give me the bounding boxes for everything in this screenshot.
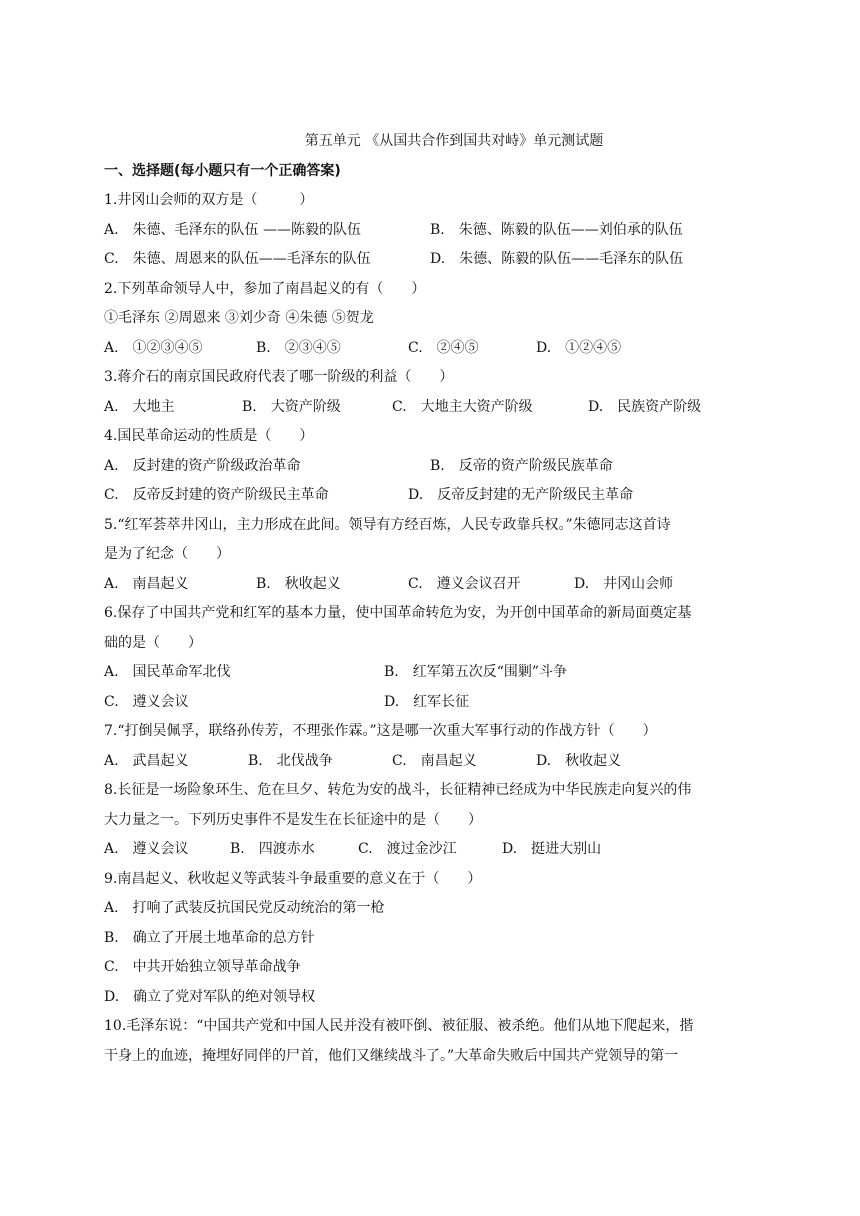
option-c: C. 渡过金沙江 [358, 841, 457, 857]
question-6-options-row-2 [104, 688, 764, 718]
option-d: D. 挺进大别山 [502, 841, 602, 857]
question-8-stem-line-2: 大力量之一。下列历史事件不是发生在长征途中的是（ ） [104, 811, 482, 828]
question-5-stem-line-2: 是为了纪念（ ） [104, 546, 230, 562]
question-6-stem-line-1: 6.保存了中国共产党和红军的基本力量，使中国革命转危为安，为开创中国革命的新局面奠定基 [104, 605, 692, 621]
option-d: D. 秋收起义 [536, 752, 622, 769]
option-a: A. 国民革命军北伐 [104, 664, 231, 680]
option-c: C. ②④⑤ [408, 339, 479, 356]
option-d: D. 确立了党对军队的绝对领导权 [104, 988, 316, 1005]
question-3-stem: 3.蒋介石的南京国民政府代表了哪一阶级的利益（ ） [104, 369, 454, 385]
question-2-options [104, 334, 764, 364]
document-title: 第五单元 《从国共合作到国共对峙》单元测试题 [304, 133, 604, 149]
question-6-options-row-1 [104, 658, 764, 688]
option-c: C. 朱德、周恩来的队伍——毛泽东的队伍 [104, 251, 371, 267]
option-d: D. ①②④⑤ [536, 339, 622, 356]
question-4-options-row-2 [104, 481, 764, 511]
document-content [104, 130, 764, 1071]
option-c: C. 遵义会议召开 [408, 575, 521, 592]
option-c: C. 南昌起义 [392, 752, 477, 769]
question-2-list: ①毛泽东 ②周恩来 ③刘少奇 ④朱德 ⑤贺龙 [104, 310, 374, 326]
question-1-options-row-1 [104, 216, 764, 246]
question-5-stem-line-1: 5.“红军荟萃井冈山，主力形成在此间。领导有方经百炼，人民专政靠兵权。”朱德同志这首诗 [104, 516, 671, 533]
option-b: B. 四渡赤水 [230, 841, 315, 857]
option-a: A. 朱德、毛泽东的队伍 ——陈毅的队伍 [104, 221, 362, 238]
option-d: D. 朱德、陈毅的队伍——毛泽东的队伍 [430, 251, 684, 267]
option-b: B. 确立了开展土地革命的总方针 [104, 929, 315, 946]
question-10-stem-line-1: 10.毛泽东说：“中国共产党和中国人民并没有被吓倒、被征服、被杀绝。他们从地下爬起来，揩 [104, 1018, 694, 1034]
option-b: B. 秋收起义 [256, 575, 341, 592]
option-b: B. ②③④⑤ [256, 339, 341, 356]
option-d: D. 民族资产阶级 [588, 398, 702, 415]
option-b: B. 朱德、陈毅的队伍——刘伯承的队伍 [430, 221, 683, 238]
option-c: C. 遵义会议 [104, 693, 189, 710]
option-c: C. 反帝反封建的资产阶级民主革命 [104, 487, 329, 503]
question-8-options [104, 835, 764, 865]
question-5-options [104, 570, 764, 600]
option-b: B. 红军第五次反“围剿”斗争 [384, 664, 568, 680]
option-a: A. 大地主 [104, 398, 175, 415]
option-a: A. 武昌起义 [104, 752, 189, 769]
option-c: C. 中共开始独立领导革命战争 [104, 959, 301, 975]
question-8-stem-line-1: 8.长征是一场险象环生、危在旦夕、转危为安的战斗，长征精神已经成为中华民族走向复兴的伟 [104, 782, 692, 798]
option-b: B. 大资产阶级 [242, 398, 341, 415]
question-4-options-row-1 [104, 452, 764, 482]
question-2-stem: 2.下列革命领导人中，参加了南昌起义的有（ ） [104, 280, 426, 297]
option-d: D. 红军长征 [384, 693, 470, 710]
option-a: A. 南昌起义 [104, 575, 189, 592]
question-7-options [104, 747, 764, 777]
option-a: A. 反封建的资产阶级政治革命 [104, 457, 301, 474]
option-b: B. 北伐战争 [248, 752, 333, 769]
option-a: A. ①②③④⑤ [104, 339, 203, 356]
option-a: A. 遵义会议 [104, 841, 189, 857]
question-10-stem-line-2: 干身上的血迹，掩埋好同伴的尸首，他们又继续战斗了。”大革命失败后中国共产党领导的第一 [104, 1047, 679, 1064]
question-1-options-row-2 [104, 245, 764, 275]
option-c: C. 大地主大资产阶级 [392, 398, 533, 415]
question-1-stem: 1.井冈山会师的双方是（ ） [104, 192, 314, 208]
section-heading: 一、选择题(每小题只有一个正确答案) [104, 163, 341, 179]
option-a: A. 打响了武装反抗国民党反动统治的第一枪 [104, 900, 385, 916]
option-d: D. 井冈山会师 [574, 575, 674, 592]
question-9-stem: 9.南昌起义、秋收起义等武装斗争最重要的意义在于（ ） [104, 870, 482, 887]
question-6-stem-line-2: 础的是（ ） [104, 634, 202, 651]
option-b: B. 反帝的资产阶级民族革命 [430, 457, 613, 474]
question-4-stem: 4.国民革命运动的性质是（ ） [104, 428, 314, 444]
question-7-stem: 7.“打倒吴佩孚，联络孙传芳，不理张作霖。”这是哪一次重大军事行动的作战方针（ ） [104, 723, 657, 739]
option-d: D. 反帝反封建的无产阶级民主革命 [408, 487, 634, 503]
question-3-options [104, 393, 764, 423]
